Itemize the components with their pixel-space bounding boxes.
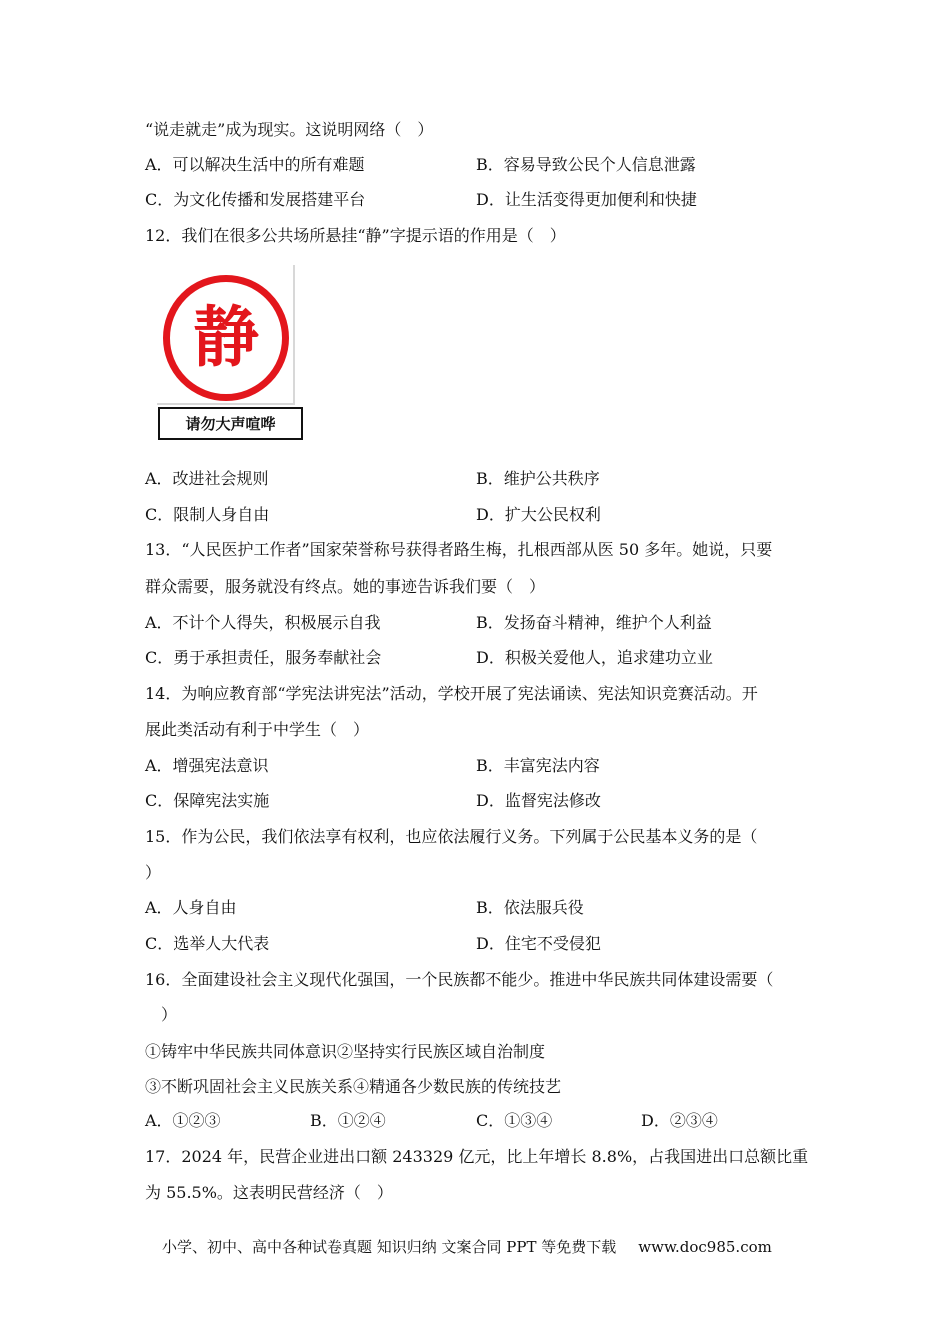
q16-option-d: D．②③④ [641,1111,718,1130]
q12-option-c: C．限制人身自由 [145,505,270,524]
q14-option-a: A．增强宪法意识 [145,756,269,775]
q16-item-line-1: ①铸牢中华民族共同体意识②坚持实行民族区域自治制度 [145,1042,546,1061]
sign-frame [157,265,295,405]
q12-option-b: B．维护公共秩序 [476,469,600,488]
q14-option-d: D．监督宪法修改 [476,791,601,810]
q14-option-c: C．保障宪法实施 [145,791,270,810]
sign-circle [163,275,289,401]
q11-option-a: A．可以解决生活中的所有难题 [145,155,365,174]
footer-text: 小学、初中、高中各种试卷真题 知识归纳 文案合同 PPT 等免费下载 [162,1238,617,1256]
q11-option-c: C．为文化传播和发展搭建平台 [145,190,366,209]
q11-option-b: B．容易导致公民个人信息泄露 [476,155,696,174]
q15-option-c: C．选举人大代表 [145,934,270,953]
q17-stem-line-1: 17．2024 年，民营企业进出口额 243329 亿元，比上年增长 8.8%，占我国进出口总额比重 [145,1147,809,1166]
q16-stem-line-2: ） [145,1005,178,1024]
q13-option-a: A．不计个人得失，积极展示自我 [145,613,381,632]
q13-option-d: D．积极关爱他人，追求建功立业 [476,648,713,667]
q13-option-c: C．勇于承担责任，服务奉献社会 [145,648,382,667]
sign-label: 请勿大声喧哗 [158,407,303,440]
q13-option-b: B．发扬奋斗精神，维护个人利益 [476,613,712,632]
q16-option-a: A．①②③ [145,1111,221,1130]
q11-option-d: D．让生活变得更加便利和快捷 [476,190,697,209]
q15-option-a: A．人身自由 [145,898,237,917]
q16-stem-line-1: 16．全面建设社会主义现代化强国，一个民族都不能少。推进中华民族共同体建设需要（ [145,970,774,989]
q13-stem-line-1: 13．“人民医护工作者”国家荣誉称号获得者路生梅，扎根西部从医 50 多年。她说，只要 [145,540,773,559]
q12-option-d: D．扩大公民权利 [476,505,601,524]
q12-option-a: A．改进社会规则 [145,469,269,488]
q16-item-line-2: ③不断巩固社会主义民族关系④精通各少数民族的传统技艺 [145,1077,562,1096]
q17-stem-line-2: 为 55.5%。这表明民营经济（ ） [145,1183,393,1202]
q12-stem: 12．我们在很多公共场所悬挂“静”字提示语的作用是（ ） [145,226,566,245]
q16-option-b: B．①②④ [310,1111,386,1130]
q15-stem-line-1: 15．作为公民，我们依法享有权利，也应依法履行义务。下列属于公民基本义务的是（ [145,827,758,846]
q15-option-d: D．住宅不受侵犯 [476,934,601,953]
q15-option-b: B．依法服兵役 [476,898,584,917]
footer-url-link[interactable]: www.doc985.com [638,1238,772,1256]
q13-stem-line-2: 群众需要，服务就没有终点。她的事迹告诉我们要（ ） [145,577,546,596]
page-footer [162,1237,772,1257]
q15-stem-line-2: ） [145,863,162,882]
q14-option-b: B．丰富宪法内容 [476,756,600,775]
quiet-sign-image [157,265,297,445]
q14-stem-line-1: 14．为响应教育部“学宪法讲宪法”活动，学校开展了宪法诵读、宪法知识竞赛活动。开 [145,684,758,703]
q16-option-c: C．①③④ [476,1111,553,1130]
q11-stem: “说走就走”成为现实。这说明网络（ ） [145,120,434,139]
sign-character: 静 [193,299,259,376]
q14-stem-line-2: 展此类活动有利于中学生（ ） [145,720,370,739]
